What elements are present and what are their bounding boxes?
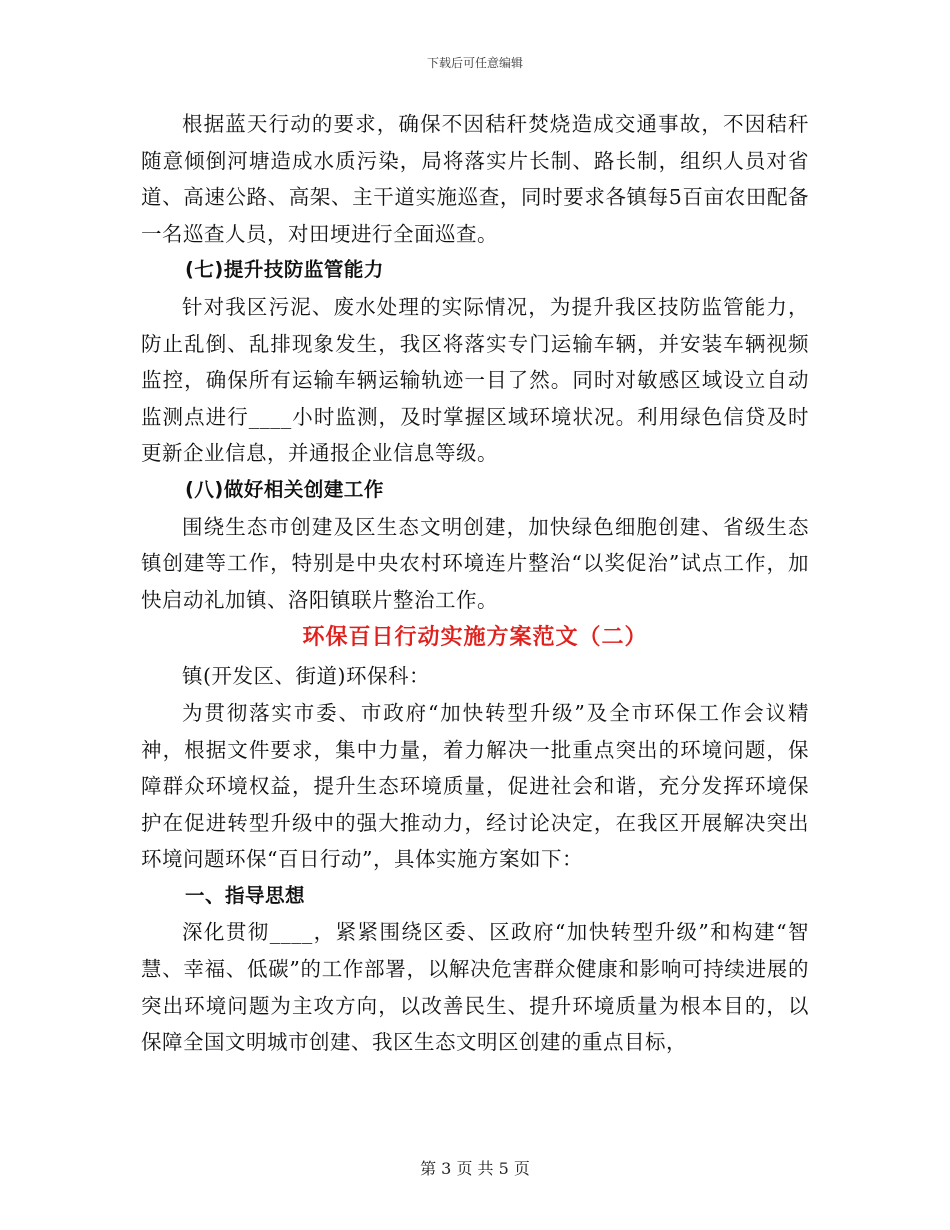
document-body [141, 106, 809, 1061]
page-header-note: 下载后可任意编辑 [426, 56, 523, 70]
subheading-creation-work: (八)做好相关创建工作 [185, 477, 384, 501]
subheading-tech-supervision: (七)提升技防监管能力 [185, 258, 384, 282]
paragraph-straw-burning: 根据蓝天行动的要求，确保不因秸秆焚烧造成交通事故，不因秸秆随意倾倒河塘造成水质污染，局将落实片长制、路长制，组织人员对省道、高速公路、高架、主干道实施巡查，同时要求各镇每5百亩农田配备一名巡查人员，对田埂进行全面巡查。 [141, 112, 809, 246]
paragraph-guiding-ideology: 深化贯彻____，紧紧围绕区委、区政府“加快转型升级”和构建“智慧、幸福、低碳”的工作部署，以解决危害群众健康和影响可持续进展的突出环境问题为主攻方向，以改善民生、提升环境质量为根本目的，以保障全国文明城市创建、我区生态文明区创建的重点目标， [141, 920, 809, 1055]
subheading-guiding-ideology: 一、指导思想 [185, 883, 306, 907]
paragraph-addressee: 镇(开发区、街道)环保科： [182, 664, 430, 689]
paragraph-tech-supervision: 针对我区污泥、废水处理的实际情况，为提升我区技防监管能力，防止乱倒、乱排现象发生，我区将落实专门运输车辆，并安装车辆视频监控，确保所有运输车辆运输轨迹一目了然。同时对敏感区域设立自动监测点进行____小时监测，及时掌握区域环境状况。利用绿色信贷及时更新企业信息，并通报企业信息等级。 [141, 294, 809, 466]
paragraph-creation-work: 围绕生态市创建及区生态文明创建，加快绿色细胞创建、省级生态镇创建等工作，特别是中央农村环境连片整治“以奖促治”试点工作，加快启动礼加镇、洛阳镇联片整治工作。 [141, 514, 809, 612]
paragraph-intro: 为贯彻落实市委、市政府“加快转型升级”及全市环保工作会议精神，根据文件要求，集中力量，着力解决一批重点突出的环境问题，保障群众环境权益，提升生态环境质量，促进社会和谐，充分发挥环境保护在促进转型升级中的强大推动力，经讨论决定，在我区开展解决突出环境问题环保“百日行动”，具体实施方案如下： [141, 700, 809, 872]
page-number: 第 3 页 共 5 页 [420, 1159, 530, 1178]
section-title: 环保百日行动实施方案范文（二） [302, 625, 648, 651]
